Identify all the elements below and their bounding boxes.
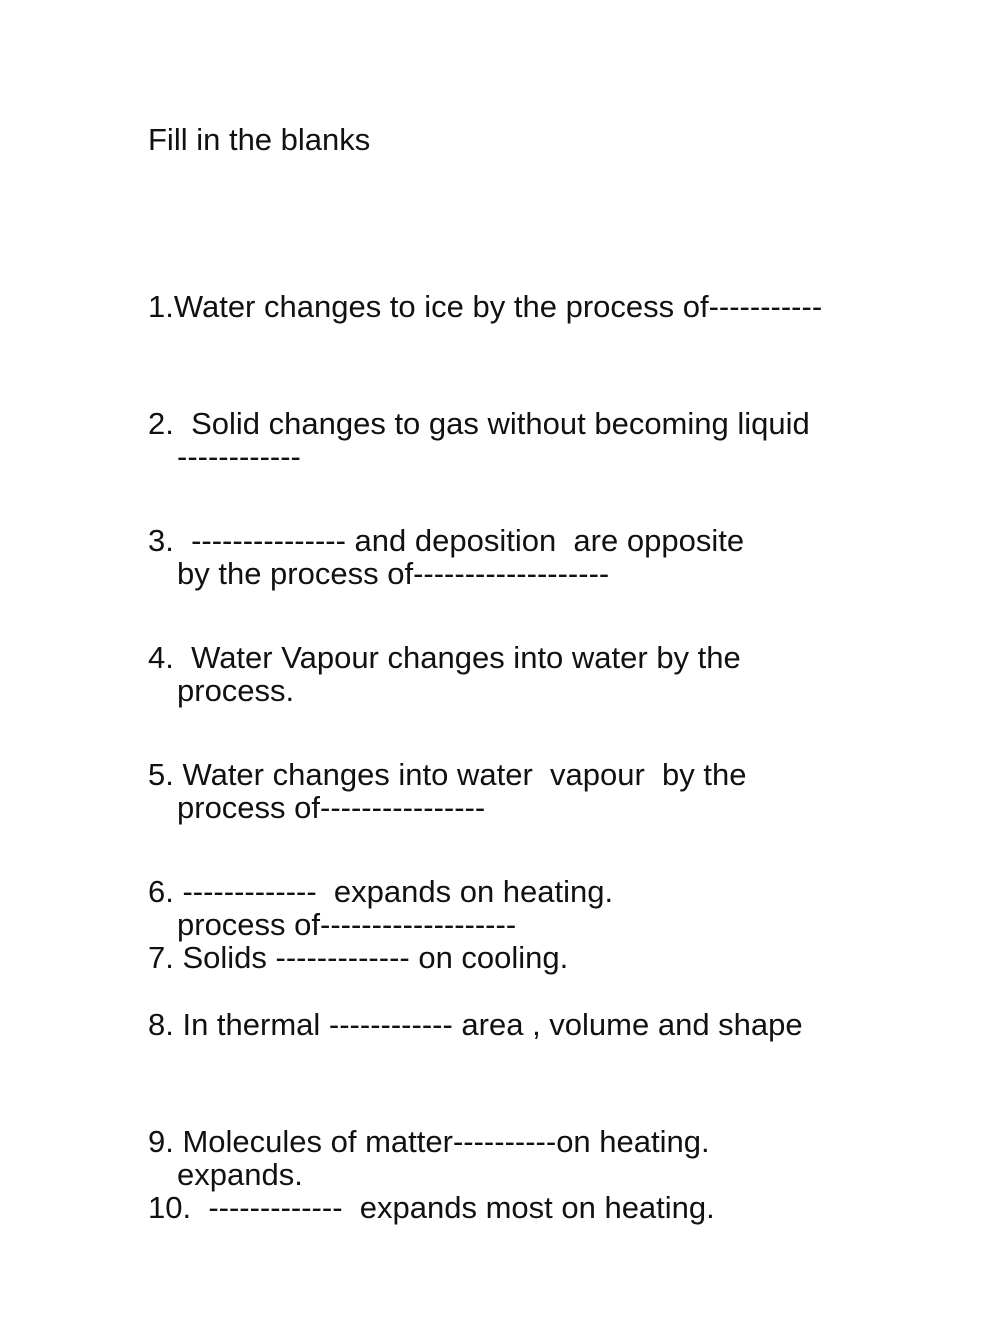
question-5-line-2: process of------------------- <box>177 907 517 942</box>
question-6-line-1: 6. ------------- expands on heating. <box>148 874 614 909</box>
question-3-line-1: 3. --------------- and deposition are opposite <box>148 523 745 558</box>
question-4-line-1: 4. Water Vapour changes into water by the <box>148 640 741 675</box>
question-2-line-1: 2. Solid changes to gas without becoming liquid <box>148 406 810 441</box>
question-1-line-2: ------------ <box>177 439 301 474</box>
question-10 <box>148 1083 715 1333</box>
question-9-line-1: 9. Molecules of matter----------on heating. <box>148 1124 710 1159</box>
question-5-line-1: 5. Water changes into water vapour by the <box>148 757 747 792</box>
question-8-line-1: 8. In thermal ------------ area , volume and shape <box>148 1007 803 1042</box>
question-8-line-2: expands. <box>177 1157 303 1192</box>
question-10-line-1: 10. ------------- expands most on heating. <box>148 1190 715 1225</box>
question-7-line-1: 7. Solids ------------- on cooling. <box>148 940 569 975</box>
question-1-line-1: 1.Water changes to ice by the process of----------- <box>148 289 823 324</box>
question-4-line-2: process of---------------- <box>177 790 486 825</box>
question-3-line-2: process. <box>177 673 295 708</box>
question-2-line-2: by the process of------------------- <box>177 556 610 591</box>
worksheet-title: Fill in the blanks <box>148 122 371 157</box>
